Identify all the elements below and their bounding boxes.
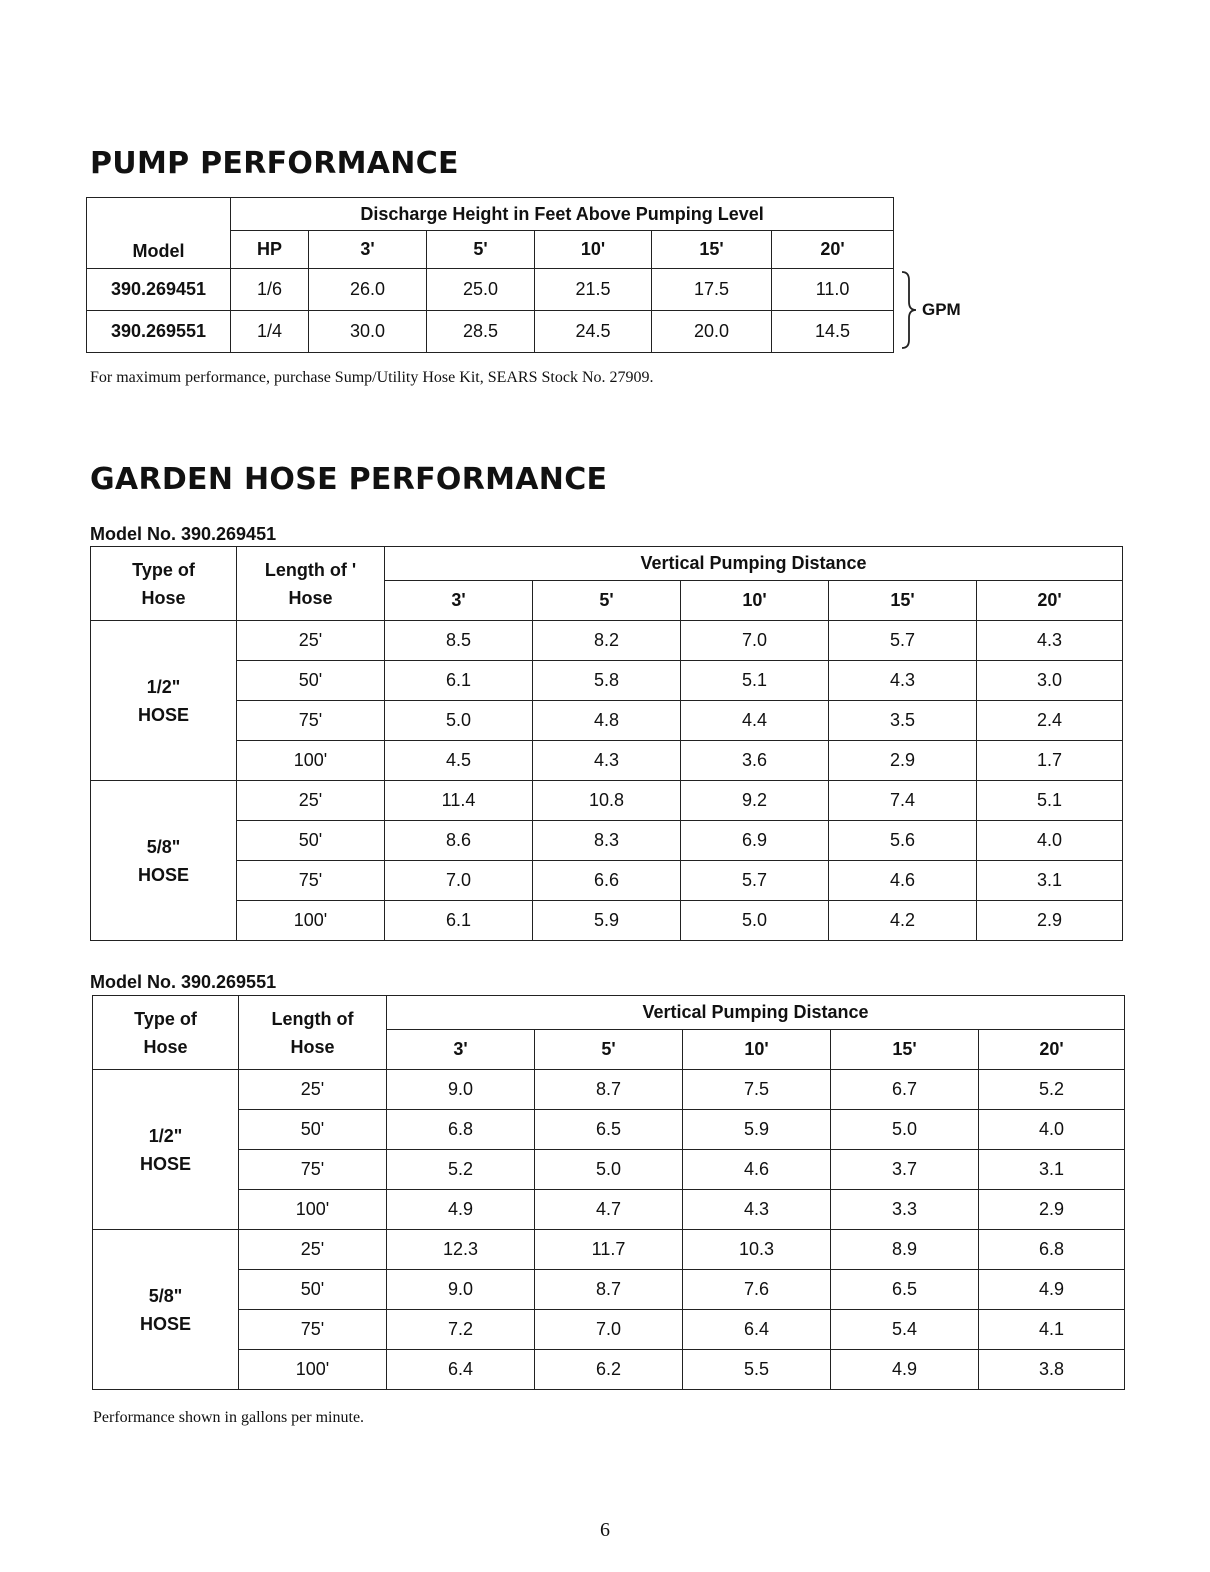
hp-cell: 1/4 [231,311,309,353]
value-cell: 7.0 [535,1310,683,1350]
column-header: 15' [829,581,977,621]
value-cell: 2.4 [977,701,1123,741]
table-row [93,1270,1125,1310]
vertical-pumping-distance-header: Vertical Pumping Distance [387,996,1125,1030]
length-cell: 100' [237,901,385,941]
table-row [93,1310,1125,1350]
value-cell: 9.0 [387,1270,535,1310]
value-cell: 5.1 [977,781,1123,821]
value-cell: 3.8 [979,1350,1125,1390]
column-header: 3' [385,581,533,621]
value-cell: 8.7 [535,1270,683,1310]
value-cell: 3.1 [979,1150,1125,1190]
page-number: 6 [600,1519,610,1541]
value-cell: 5.2 [979,1070,1125,1110]
length-cell: 75' [239,1150,387,1190]
value-cell: 6.1 [385,901,533,941]
value-cell: 5.7 [681,861,829,901]
value-cell: 2.9 [829,741,977,781]
hose-type-cell [91,781,237,941]
value-cell: 30.0 [309,311,427,353]
value-cell: 5.0 [385,701,533,741]
table-row [91,821,1123,861]
value-cell: 4.2 [829,901,977,941]
value-cell: 10.8 [533,781,681,821]
hp-cell: 1/6 [231,269,309,311]
model-cell: 390.269551 [87,311,231,353]
value-cell: 3.5 [829,701,977,741]
value-cell: 8.2 [533,621,681,661]
column-header: 10' [681,581,829,621]
value-cell: 8.6 [385,821,533,861]
value-cell: 4.3 [533,741,681,781]
hose-size: 1/2" [146,676,181,697]
value-cell: 6.1 [385,661,533,701]
value-cell: 6.4 [683,1310,831,1350]
value-cell: 12.3 [387,1230,535,1270]
value-cell: 7.0 [385,861,533,901]
value-cell: 6.7 [831,1070,979,1110]
value-cell: 5.0 [831,1110,979,1150]
value-cell: 5.9 [683,1110,831,1150]
value-cell: 5.0 [535,1150,683,1190]
garden-hose-table-390-269451 [90,546,1123,941]
value-cell: 11.4 [385,781,533,821]
model-number-label: Model No. 390.269551 [90,972,277,992]
column-header: 20' [772,231,894,269]
value-cell: 7.5 [683,1070,831,1110]
type-of-hose-header [91,547,237,621]
column-header: 3' [309,231,427,269]
pump-performance-table [86,197,894,353]
table-row [87,269,894,311]
header-line: Length of [271,1008,354,1029]
column-header: 5' [533,581,681,621]
table-row [91,781,1123,821]
value-cell: 3.3 [831,1190,979,1230]
table-row [91,861,1123,901]
type-of-hose-header [93,996,239,1070]
value-cell: 8.3 [533,821,681,861]
length-cell: 50' [237,661,385,701]
table-row [91,701,1123,741]
length-cell: 75' [237,861,385,901]
value-cell: 3.6 [681,741,829,781]
header-line: Type of [132,559,195,580]
column-header: 5' [427,231,535,269]
hose-type-cell [93,1230,239,1390]
column-header: 20' [977,581,1123,621]
value-cell: 5.1 [681,661,829,701]
value-cell: 11.0 [772,269,894,311]
value-cell: 4.3 [829,661,977,701]
hose-type-cell [91,621,237,781]
value-cell: 5.0 [681,901,829,941]
value-cell: 5.7 [829,621,977,661]
length-cell: 50' [237,821,385,861]
value-cell: 5.5 [683,1350,831,1390]
header-line: Hose [288,587,333,608]
pump-performance-title: PUMP PERFORMANCE [90,146,459,181]
table-row [93,1110,1125,1150]
column-header: 15' [652,231,772,269]
table-row [93,1230,1125,1270]
value-cell: 3.1 [977,861,1123,901]
value-cell: 4.6 [829,861,977,901]
gpm-label: GPM [922,300,961,319]
length-cell: 50' [239,1110,387,1150]
value-cell: 4.9 [831,1350,979,1390]
value-cell: 1.7 [977,741,1123,781]
hose-size: 5/8" [146,836,181,857]
table-row [91,901,1123,941]
model-cell: 390.269451 [87,269,231,311]
value-cell: 9.0 [387,1070,535,1110]
hose-size: 1/2" [148,1125,183,1146]
table-row [93,1070,1125,1110]
column-header: 10' [683,1030,831,1070]
hose-size: 5/8" [148,1285,183,1306]
value-cell: 5.4 [831,1310,979,1350]
value-cell: 24.5 [535,311,652,353]
value-cell: 26.0 [309,269,427,311]
discharge-height-header: Discharge Height in Feet Above Pumping Level [231,198,894,231]
value-cell: 3.7 [831,1150,979,1190]
length-cell: 75' [239,1310,387,1350]
length-of-hose-header [239,996,387,1070]
table-row [93,1190,1125,1230]
gpm-brace-icon [900,270,918,350]
value-cell: 8.9 [831,1230,979,1270]
header-line: Hose [143,1036,188,1057]
value-cell: 4.8 [533,701,681,741]
value-cell: 6.8 [387,1110,535,1150]
hose-word: HOSE [139,1313,191,1334]
value-cell: 7.4 [829,781,977,821]
header-line: Length of ' [264,559,357,580]
value-cell: 17.5 [652,269,772,311]
value-cell: 4.4 [681,701,829,741]
hose-word: HOSE [137,864,189,885]
table-row [91,661,1123,701]
garden-hose-table-390-269551 [92,995,1125,1390]
value-cell: 2.9 [977,901,1123,941]
column-header: 20' [979,1030,1125,1070]
value-cell: 7.0 [681,621,829,661]
value-cell: 5.6 [829,821,977,861]
value-cell: 7.2 [387,1310,535,1350]
length-cell: 100' [239,1350,387,1390]
header-line: Hose [141,587,186,608]
length-cell: 75' [237,701,385,741]
value-cell: 6.5 [831,1270,979,1310]
length-of-hose-header [237,547,385,621]
value-cell: 4.3 [977,621,1123,661]
table-row [91,621,1123,661]
value-cell: 14.5 [772,311,894,353]
value-cell: 4.5 [385,741,533,781]
table-row [93,1150,1125,1190]
value-cell: 21.5 [535,269,652,311]
value-cell: 4.7 [535,1190,683,1230]
value-cell: 4.0 [979,1110,1125,1150]
garden-hose-performance-title: GARDEN HOSE PERFORMANCE [90,462,608,497]
value-cell: 2.9 [979,1190,1125,1230]
value-cell: 9.2 [681,781,829,821]
value-cell: 4.6 [683,1150,831,1190]
length-cell: 25' [239,1230,387,1270]
hose-type-cell [93,1070,239,1230]
value-cell: 4.1 [979,1310,1125,1350]
header-line: Hose [290,1036,335,1057]
table-row [93,1350,1125,1390]
value-cell: 6.8 [979,1230,1125,1270]
length-cell: 100' [239,1190,387,1230]
pump-footnote: For maximum performance, purchase Sump/Utility Hose Kit, SEARS Stock No. 27909. [90,369,654,386]
value-cell: 4.3 [683,1190,831,1230]
hose-word: HOSE [137,704,189,725]
model-header: Model [87,198,231,269]
column-header: 3' [387,1030,535,1070]
hose-word: HOSE [139,1153,191,1174]
length-cell: 25' [239,1070,387,1110]
value-cell: 4.9 [387,1190,535,1230]
table-row [87,311,894,353]
value-cell: 7.6 [683,1270,831,1310]
value-cell: 4.9 [979,1270,1125,1310]
length-cell: 25' [237,621,385,661]
value-cell: 6.5 [535,1110,683,1150]
column-header: 5' [535,1030,683,1070]
value-cell: 6.2 [535,1350,683,1390]
table-row [91,741,1123,781]
value-cell: 8.5 [385,621,533,661]
garden-hose-footnote: Performance shown in gallons per minute. [93,1409,365,1426]
value-cell: 6.4 [387,1350,535,1390]
value-cell: 3.0 [977,661,1123,701]
value-cell: 28.5 [427,311,535,353]
header-line: Type of [134,1008,197,1029]
value-cell: 6.6 [533,861,681,901]
value-cell: 10.3 [683,1230,831,1270]
vertical-pumping-distance-header: Vertical Pumping Distance [385,547,1123,581]
model-number-label: Model No. 390.269451 [90,524,277,544]
value-cell: 5.8 [533,661,681,701]
length-cell: 25' [237,781,385,821]
value-cell: 8.7 [535,1070,683,1110]
value-cell: 6.9 [681,821,829,861]
column-header: 10' [535,231,652,269]
value-cell: 4.0 [977,821,1123,861]
length-cell: 100' [237,741,385,781]
column-header: 15' [831,1030,979,1070]
hp-header: HP [231,231,309,269]
value-cell: 5.2 [387,1150,535,1190]
value-cell: 25.0 [427,269,535,311]
length-cell: 50' [239,1270,387,1310]
value-cell: 20.0 [652,311,772,353]
value-cell: 11.7 [535,1230,683,1270]
value-cell: 5.9 [533,901,681,941]
